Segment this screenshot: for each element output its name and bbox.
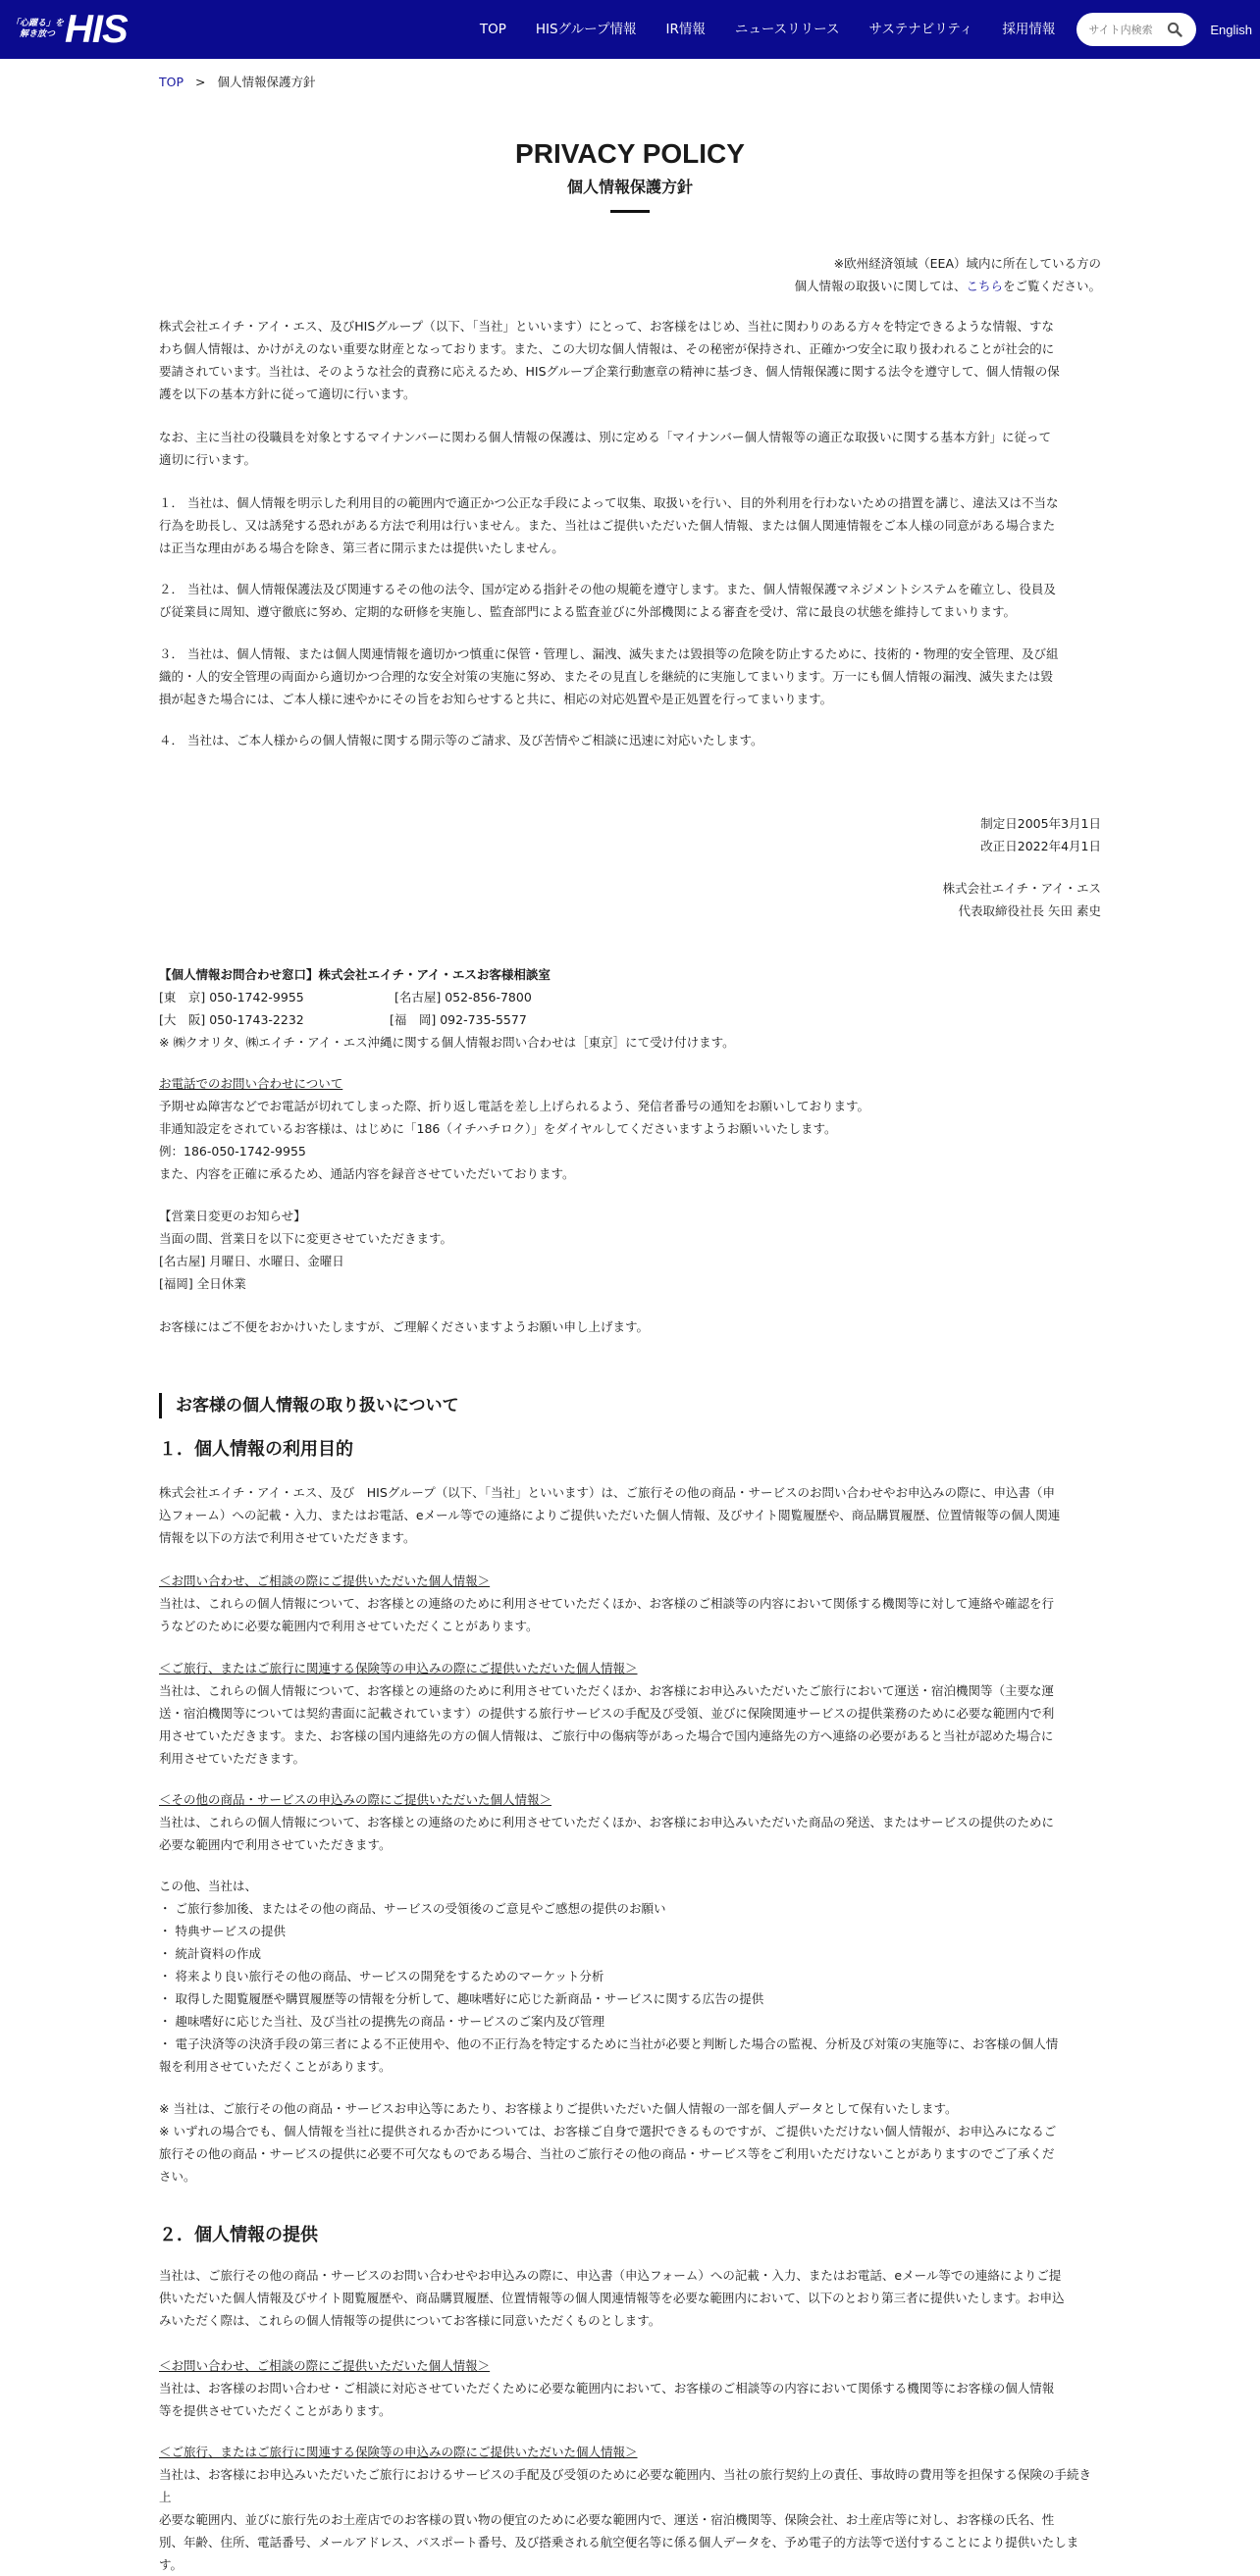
policy-item-2 (159, 578, 1101, 623)
list-item: ・ ご旅行参加後、またはその他の商品、サービスの受領後のご意見やご感想の提供のお願い (159, 1901, 666, 1916)
text-line: [名古屋] 月曜日、水曜日、金曜日 (159, 1254, 344, 1268)
his-logo[interactable] (10, 8, 157, 51)
text-line: 当社は、ご旅行その他の商品・サービスのお問い合わせやお申込みの際に、申込書（申込フォーム）への記載・入力、またはお電話、eメール等での連絡によりご提 (159, 2268, 1062, 2283)
subsection-heading: ＜お問い合わせ、ご相談の際にご提供いただいた個人情報＞ (159, 1573, 491, 1588)
section-heading: お客様の個人情報の取り扱いについて (159, 1393, 1101, 1418)
enacted-date: 制定日2005年3月1日 (980, 816, 1101, 831)
text-line: 供いただいた個人情報及びサイト閲覧履歴や、商品購買履歴、位置情報等の個人関連情報等を必要な範囲内において、以下のとおり第三者に提供いたします。お申込 (159, 2291, 1065, 2305)
text-line: 旅行その他の商品・サービスの提供に必要不可欠なものである場合、当社のご旅行その他の商品・サービス等をご利用いただけないことがありますのでご了承くだ (159, 2146, 1055, 2161)
list-item: ・ 特典サービスの提供 (159, 1924, 286, 1938)
eea-notice (159, 252, 1101, 297)
text-line: 予期せぬ障害などでお電話が切れてしまった際、折り返し電話を差し上げられるよう、発信者番号の通知をお願いしております。 (159, 1099, 870, 1113)
global-nav (450, 0, 1260, 59)
list-item: ・ 趣味嗜好に応じた当社、及び当社の提携先の商品・サービスのご案内及び管理 (159, 2014, 604, 2029)
contact-title: 【個人情報お問合わせ窓口】株式会社エイチ・アイ・エスお客様相談室 (159, 967, 551, 982)
intro-paragraph (159, 315, 1101, 405)
logo-tagline-line-2: 解き放つ (19, 29, 55, 39)
list-item: ・ 将来より良い旅行その他の商品、サービスの開発をするためのマーケット分析 (159, 1969, 604, 1984)
text-line: び従業員に周知、遵守徹底に努め、定期的な研修を実施し、監査部門による監査並びに外部機関による審査を受け、常に最良の状態を維持してまいります。 (159, 604, 1017, 619)
breadcrumb (159, 71, 316, 93)
eea-notice-line-1: ※欧州経済領域（EEA）域内に所在している方の (833, 256, 1101, 271)
tel-nagoya[interactable]: [名古屋] 052-856-7800 (394, 990, 532, 1005)
list-item: ・ 電子決済等の決済手段の第三者による不正使用や、他の不正行為を特定するために当社が必要と判断した場合の監視、分析及び対策の実施等に、お客様の個人情 (159, 2036, 1059, 2051)
section-1-title: １．個人情報の利用目的 (159, 1439, 353, 1460)
logo-tagline (10, 19, 65, 40)
text-line: 必要な範囲内で利用させていただきます。 (159, 1837, 392, 1852)
mynumber-paragraph (159, 426, 1101, 471)
text-line: 当社は、これらの個人情報について、お客様との連絡のために利用させていただくほか、お客様にお申込みいただいたご旅行において運送・宿泊機関等（主要な運 (159, 1683, 1055, 1698)
subsection-heading: ＜その他の商品・サービスの申込みの際にご提供いただいた個人情報＞ (159, 1792, 552, 1807)
eea-notice-text-end: をご覧ください。 (1002, 279, 1101, 293)
policy-item-1 (159, 491, 1101, 559)
text-line: は正当な理由がある場合を除き、第三者に開示または提供いたしません。 (159, 541, 564, 555)
text-line: 等を提供させていただくことがあります。 (159, 2403, 392, 2418)
tel-osaka[interactable]: [大 阪] 050-1743-2232 (159, 1012, 304, 1027)
contact-note: ※ ㈱クオリタ、㈱エイチ・アイ・エス沖縄に関する個人情報お問い合わせは［東京］にて受け付けます。 (159, 1035, 735, 1050)
section-1-other-uses (159, 1875, 1101, 2078)
search-input[interactable] (1088, 24, 1167, 36)
list-item: 報を利用させていただくことがあります。 (159, 2059, 392, 2074)
text-line: 込フォーム）への記載・入力、またはお電話、eメール等での連絡によりご提供いただいた個人情報、及びサイト閲覧履歴や、商品購買履歴、位置情報等の個人関連 (159, 1508, 1061, 1522)
text-line: 要請されています。当社は、そのような社会的責務に応えるため、HISグループ企業行動憲章の精神に基づき、個人情報保護に関する法令を遵守して、個人情報の保 (159, 364, 1060, 379)
subsection-heading: ＜お問い合わせ、ご相談の際にご提供いただいた個人情報＞ (159, 2358, 491, 2373)
tel-fukuoka[interactable]: [福 岡] 092-735-5577 (390, 1012, 527, 1027)
text-line: わち個人情報は、かけがえのない重要な財産となっております。また、この大切な個人情報は、その秘密が保持され、正確かつ安全に取り扱われることが社会的に (159, 341, 1055, 356)
signature-company: 株式会社エイチ・アイ・エス (942, 881, 1101, 896)
text-line: 利用させていただきます。 (159, 1751, 306, 1766)
eea-notice-line-2 (159, 275, 1101, 297)
text-line: 送・宿泊機関等については契約書面に記載されています）の提供する旅行サービスの手配及び受領、並びに保険関連サービスの提供業務のために必要な範囲内で利 (159, 1706, 1055, 1721)
text-line: さい。 (159, 2169, 196, 2184)
section-1-intro (159, 1481, 1101, 1549)
text-line: 必要な範囲内、並びに旅行先のお土産店でのお客様の買い物の便宜のために必要な範囲内で、運送・宿泊機関等、保険会社、お土産店等に対し、お客様の氏名、性 (159, 2512, 1055, 2527)
section-2-title: ２．個人情報の提供 (159, 2225, 318, 2245)
policy-dates (159, 812, 1101, 857)
search-icon[interactable] (1167, 22, 1182, 37)
breadcrumb-home-link[interactable]: TOP (159, 75, 184, 89)
text-line: ３． 当社は、個人情報、または個人関連情報を適切かつ慎重に保管・管理し、漏洩、滅失または毀損等の危険を防止するために、技術的・物理的安全管理、及び組 (159, 646, 1059, 661)
page-title-ja: 個人情報保護方針 (566, 178, 693, 196)
text-line: うなどのために必要な範囲内で利用させていただくことがあります。 (159, 1619, 539, 1633)
section-2-intro (159, 2264, 1101, 2332)
signature-ceo: 代表取締役社長 矢田 素史 (958, 903, 1101, 918)
site-header (0, 0, 1260, 59)
text-line: 非通知設定をされているお客様は、はじめに「186（イチハチロク）」をダイヤルしてくださいますようお願いいたします。 (159, 1121, 837, 1136)
text-line: １． 当社は、個人情報を明示した利用目的の範囲内で適正かつ公正な手段によって収集、取扱いを行い、目的外利用を行わないための措置を講じ、違法又は不当な (159, 495, 1059, 510)
text-line: 当社は、これらの個人情報について、お客様との連絡のために利用させていただくほか、お客様のご相談等の内容において関係する機関等に対して連絡や確認を行 (159, 1596, 1055, 1611)
nav-sustainability[interactable]: サステナビリティ (868, 21, 973, 37)
section-1-inquiry (159, 1570, 1101, 1637)
section-1-travel (159, 1657, 1101, 1770)
text-line: この他、当社は、 (159, 1879, 258, 1893)
eea-notice-text: 個人情報の取扱いに関しては、 (794, 279, 967, 293)
nav-recruit[interactable]: 採用情報 (1002, 21, 1056, 37)
policy-item-4: ４． 当社は、ご本人様からの個人情報に関する開示等のご請求、及び苦情やご相談に迅速に対応いたします。 (159, 733, 763, 747)
text-line: 織的・人的安全管理の両面から適切かつ合理的な安全対策の実施に努め、またその見直しを継続的に実施してまいります。万一にも個人情報の漏洩、滅失または毀 (159, 669, 1054, 684)
tel-tokyo[interactable]: [東 京] 050-1742-9955 (159, 990, 304, 1005)
logo-tagline-line-1: 「心躍る」を (10, 19, 64, 28)
nav-group-info[interactable]: HISグループ情報 (535, 21, 637, 37)
text-line: 護を以下の基本方針に従って適切に行います。 (159, 386, 416, 401)
text-line: なお、主に当社の役職員を対象とするマイナンバーに関わる個人情報の保護は、別に定める「マイナンバー個人情報等の適正な取扱いに関する基本方針」に従って (159, 430, 1052, 444)
contact-tel-row-1 (159, 986, 1101, 1008)
text-line: 損が起きた場合には、ご本人様に速やかにその旨をお知らせすると共に、相応の対応処置や是正処置を行ってまいります。 (159, 692, 833, 706)
subsection-heading: ＜ご旅行、またはご旅行に関連する保険等の申込みの際にご提供いただいた個人情報＞ (159, 1661, 638, 1675)
text-line: 行為を助長し、又は誘発する恐れがある方法で利用は行いません。また、当社はご提供いただいた個人情報、または個人関連情報をご本人様の同意がある場合また (159, 518, 1056, 533)
breadcrumb-separator: > (195, 75, 206, 89)
text-line: 当社は、お客様にお申込みいただいたご旅行におけるサービスの手配及び受領のために必要な範囲内、当社の旅行契約上の責任、事故時の費用等を担保する保険の手続き上 (159, 2467, 1092, 2504)
section-2-inquiry (159, 2354, 1101, 2422)
text-line: 株式会社エイチ・アイ・エス、及び HISグループ（以下、「当社」といいます）は、ご旅行その他の商品・サービスのお問い合わせやお申込みの際に、申込書（申 (159, 1485, 1056, 1500)
subsection-heading: ＜ご旅行、またはご旅行に関連する保険等の申込みの際にご提供いただいた個人情報＞ (159, 2445, 638, 2459)
policy-item-3 (159, 643, 1101, 710)
text-line: ※ いずれの場合でも、個人情報を当社に提供されるか否かについては、お客様ご自身で選択できるものですが、ご提供いただけない個人情報が、お申込みになるご (159, 2124, 1057, 2138)
title-underline (610, 210, 650, 213)
text-line: 適切に行います。 (159, 452, 257, 467)
nav-ir[interactable]: IR情報 (665, 21, 706, 37)
section-1-notes (159, 2097, 1101, 2188)
text-line: 情報を以下の方法で利用させていただきます。 (159, 1530, 416, 1545)
breadcrumb-current: 個人情報保護方針 (217, 75, 316, 89)
list-item: ・ 統計資料の作成 (159, 1946, 261, 1961)
site-search (1076, 13, 1196, 46)
revised-date: 改正日2022年4月1日 (980, 839, 1101, 853)
text-line: 当面の間、営業日を以下に変更させていただきます。 (159, 1231, 453, 1246)
text-line: [福岡] 全日休業 (159, 1276, 246, 1291)
section-2-travel (159, 2441, 1101, 2576)
logo-text: HIS (65, 8, 128, 51)
eea-link[interactable]: こちら (966, 279, 1003, 293)
phone-inquiry-heading: お電話でのお問い合わせについて (159, 1076, 343, 1091)
phone-inquiry-block (159, 1072, 1101, 1185)
signature (159, 877, 1101, 922)
text-line: また、内容を正確に承るため、通話内容を録音させていただいております。 (159, 1166, 575, 1181)
text-line: 株式会社エイチ・アイ・エス、及びHISグループ（以下、「当社」といいます）にとって、お客様をはじめ、当社に関わりのある方々を特定できるような情報、すな (159, 319, 1055, 334)
apology-text: お客様にはご不便をおかけいたしますが、ご理解くださいますようお願い申し上げます。 (159, 1319, 650, 1334)
section-1-other-products (159, 1788, 1101, 1856)
contact-block (159, 963, 1101, 1054)
page-title-en: PRIVACY POLICY (515, 138, 745, 169)
text-line: みいただく際は、これらの個人情報等の提供についてお客様に同意いただくものとします。 (159, 2313, 661, 2328)
text-line: 例：186-050-1742-9955 (159, 1144, 306, 1159)
text-line: 当社は、これらの個人情報について、お客様との連絡のために利用させていただくほか、お客様にお申込みいただいた商品の発送、またはサービスの提供のために (159, 1815, 1055, 1829)
text-line: ２． 当社は、個人情報保護法及び関連するその他の法令、国が定める指針その他の規範を遵守します。また、個人情報保護マネジメントシステムを確立し、役員及 (159, 582, 1056, 596)
text-line: ※ 当社は、ご旅行その他の商品・サービスお申込等にあたり、お客様よりご提供いただいた個人情報の一部を個人データとして保有いたします。 (159, 2101, 958, 2116)
text-line: 当社は、お客様のお問い合わせ・ご相談に対応させていただくために必要な範囲内において、お客様のご相談等の内容において関係する機関等にお客様の個人情報 (159, 2381, 1055, 2396)
list-item: ・ 取得した閲覧履歴や購買履歴等の情報を分析して、趣味嗜好に応じた新商品・サービスに関する広告の提供 (159, 1991, 764, 2006)
text-line: 用させていただきます。また、お客様の国内連絡先の方の個人情報は、ご旅行中の傷病等があった場合で国内連絡先の方へ連絡の必要があると当社が認めた場合に (159, 1728, 1054, 1743)
nav-news[interactable]: ニュースリリース (734, 21, 840, 37)
text-line: 別、年齢、住所、電話番号、メールアドレス、パスポート番号、及び搭乗される航空便名等に係る個人データを、予め電子的方法等で送付することにより提供いたします。 (159, 2535, 1079, 2572)
language-switch-english[interactable]: English (1210, 22, 1252, 37)
contact-tel-row-2 (159, 1008, 1101, 1031)
nav-top[interactable]: TOP (479, 21, 506, 37)
business-day-notice (159, 1205, 1101, 1295)
business-day-heading: 【営業日変更のお知らせ】 (159, 1209, 306, 1223)
